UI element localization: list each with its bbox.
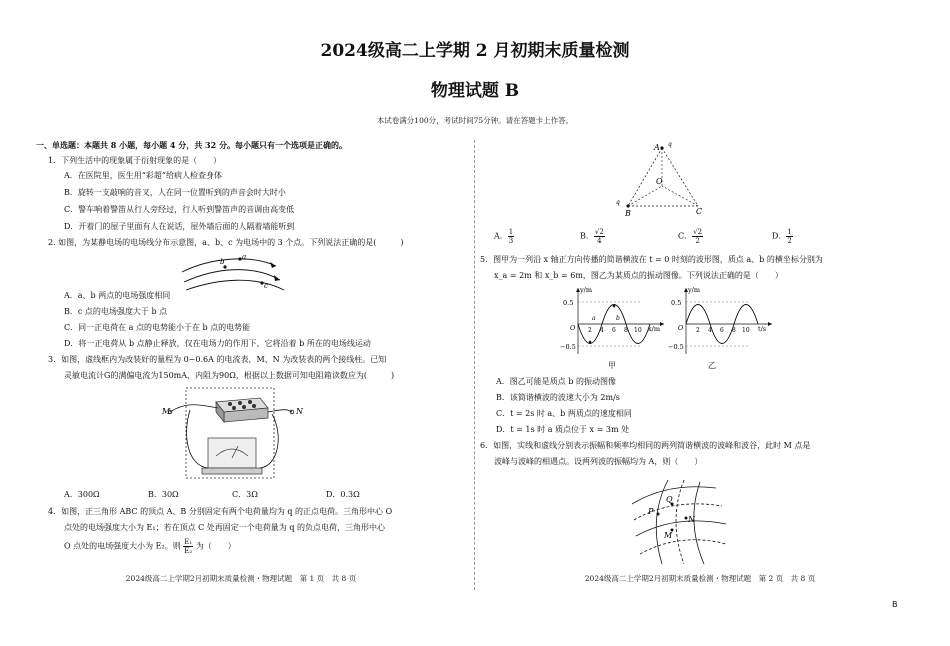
- svg-text:B: B: [625, 209, 631, 218]
- right-footer: 2024级高二上学期2月初期末质量检测・物理试题 第 2 页 共 8 页: [584, 574, 816, 583]
- q4-line2: 点处的电场强度大小为 E₁；若在顶点 C 处再固定一个电荷量为 q 的负点电荷，三角形中心: [64, 523, 386, 532]
- svg-text:4: 4: [708, 327, 712, 334]
- q2-stem: 2. 如图，为某静电场的电场线分布示意图，a、b、c 为电场中的 3 个点。下列说法正确的是( ): [48, 238, 404, 247]
- svg-text:c: c: [264, 282, 268, 290]
- svg-text:P: P: [648, 507, 654, 516]
- corner-mark: B: [892, 600, 898, 609]
- svg-text:8: 8: [732, 327, 736, 334]
- svg-text:−0.5: −0.5: [668, 343, 684, 351]
- svg-text:N: N: [688, 515, 695, 524]
- svg-text:N: N: [296, 407, 303, 416]
- svg-text:q: q: [668, 141, 672, 148]
- q3-stem-line2: 灵敏电流计G的满偏电流为150mA，内阻为90Ω，根据以上数据可知电阻箱读数应为( ): [64, 371, 395, 380]
- q3-option-d: D．0.3Ω: [326, 490, 360, 499]
- exam-subtitle: 物理试题 B: [430, 81, 520, 101]
- q5-option-b: B．该简谐横波的波速大小为 2m/s: [496, 393, 620, 402]
- q3-circuit-figure: [162, 386, 308, 482]
- svg-text:M: M: [664, 531, 673, 540]
- svg-text:4: 4: [600, 327, 604, 334]
- q5-graph-yi: [668, 284, 778, 360]
- q4-line1: 4．如图，正三角形 ABC 的顶点 A、B 分别固定有两个电荷量均为 q 的正点电荷。三角形中心 O: [48, 507, 393, 516]
- svg-text:10: 10: [634, 327, 642, 334]
- q4-option-c: C． $\frac{√2}{2}$: [678, 228, 703, 245]
- svg-text:6: 6: [612, 327, 616, 334]
- q4-option-d: D． $\frac{1}{2}$: [772, 228, 792, 245]
- q1-option-b: B．旋转一支敲响的音叉，人在同一位置听到的声音会时大时小: [64, 188, 286, 197]
- svg-text:y/m: y/m: [580, 286, 593, 294]
- svg-text:C: C: [696, 207, 703, 216]
- svg-text:x/m: x/m: [648, 325, 661, 333]
- q2-option-d: D．将一正电荷从 b 点静止释放，仅在电场力的作用下，它将沿着 b 所在的电场线运动: [64, 339, 371, 348]
- svg-text:0.5: 0.5: [563, 299, 574, 307]
- column-divider: [474, 140, 475, 590]
- q5-caption-jia: 甲: [608, 361, 616, 370]
- svg-text:a: a: [592, 315, 596, 322]
- svg-text:b: b: [616, 315, 620, 322]
- svg-text:q: q: [616, 199, 620, 206]
- svg-text:t/s: t/s: [758, 325, 767, 333]
- q6-stem-line2: 波峰与波峰的相遇点。设两列波的振幅均为 A，则（ ）: [494, 457, 703, 466]
- q5-stem-line2: x_a = 2m 和 x_b = 6m，图乙为某质点的振动图像。下列说法正确的是（ ）: [494, 271, 783, 280]
- q3-option-b: B．30Ω: [148, 490, 179, 499]
- q2-field-figure: [180, 250, 300, 292]
- q1-option-c: C．警车响着警笛从行人旁经过，行人听到警笛声的音调由高变低: [64, 205, 295, 214]
- q5-caption-yi: 乙: [708, 361, 716, 370]
- q4-triangle-figure: [610, 138, 720, 218]
- q1-stem: 1．下列生活中的现象属于衍射现象的是（ ）: [48, 156, 222, 165]
- q3-stem-line1: 3．如图，虚线框内为改装好的量程为 0~0.6A 的电流表，M、N 为改装表的两个接线柱。已知: [48, 355, 387, 364]
- exam-title: 2024级高二上学期 2 月初期末质量检测: [320, 41, 630, 61]
- q3-option-a: A．300Ω: [64, 490, 100, 499]
- q6-stem-line1: 6．如图，实线和虚线分别表示振幅和频率均相同的两列简谐横波的波峰和波谷，此时 M 点是: [480, 441, 811, 450]
- q1-option-d: D．开着门的屋子里面有人在说话，屋外墙后面的人隔着墙能听到: [64, 222, 295, 231]
- q4-option-a: A． $\frac{1}{3}$: [494, 228, 514, 245]
- exam-note: 本试卷满分100分，考试时间75分钟。请在答题卡上作答。: [376, 116, 574, 125]
- q2-option-b: B．c 点的电场强度大于 b 点: [64, 307, 168, 316]
- svg-text:2: 2: [696, 327, 700, 334]
- svg-text:b: b: [220, 258, 225, 266]
- left-footer: 2024级高二上学期2月初期末质量检测・物理试题 第 1 页 共 8 页: [125, 574, 357, 583]
- svg-text:O: O: [678, 324, 684, 332]
- q4-line3: O 点处的电场强度大小为 E₂。则 $\frac{\text{E₁}}{\text{E₂}}$ 为（ ）: [64, 538, 236, 555]
- q5-stem-line1: 5．图甲为一列沿 x 轴正方向传播的简谐横波在 t = 0 时刻的波形图，质点 a、b 的横坐标分别为: [480, 255, 823, 264]
- q4-option-b: B． $\frac{√2}{4}$: [580, 228, 604, 245]
- q6-interference-figure: [628, 474, 728, 566]
- svg-text:2: 2: [588, 327, 592, 334]
- q2-option-c: C．同一正电荷在 a 点的电势能小于在 b 点的电势能: [64, 323, 251, 332]
- q2-option-a: A．a、b 两点的电场强度相同: [64, 291, 171, 300]
- q5-graph-jia: [560, 284, 670, 360]
- q3-option-c: C．3Ω: [232, 490, 258, 499]
- svg-text:A: A: [654, 143, 660, 152]
- svg-text:10: 10: [742, 327, 750, 334]
- svg-text:M: M: [162, 407, 171, 416]
- svg-text:O: O: [656, 177, 663, 186]
- svg-text:0.5: 0.5: [671, 299, 682, 307]
- svg-text:a: a: [242, 253, 247, 261]
- svg-text:O: O: [570, 324, 576, 332]
- svg-text:8: 8: [624, 327, 628, 334]
- q5-option-c: C．t = 2s 时 a、b 两质点的速度相同: [496, 409, 632, 418]
- q1-option-a: A．在医院里，医生用“彩超”给病人检查身体: [64, 171, 222, 180]
- q5-option-d: D．t = 1s 时 a 质点位于 x = 3m 处: [496, 425, 630, 434]
- svg-text:Q: Q: [666, 495, 673, 504]
- svg-text:6: 6: [720, 327, 724, 334]
- svg-text:−0.5: −0.5: [560, 343, 576, 351]
- svg-text:y/m: y/m: [688, 286, 701, 294]
- q5-option-a: A．图乙可能是质点 b 的振动图像: [496, 377, 616, 386]
- q4-ratio-fraction: $\frac{\text{E₁}}{\text{E₂}}$: [184, 538, 193, 555]
- section-heading: 一、单选题：本题共 8 小题，每小题 4 分，共 32 分。每小题只有一个选项是正确的。: [36, 140, 347, 150]
